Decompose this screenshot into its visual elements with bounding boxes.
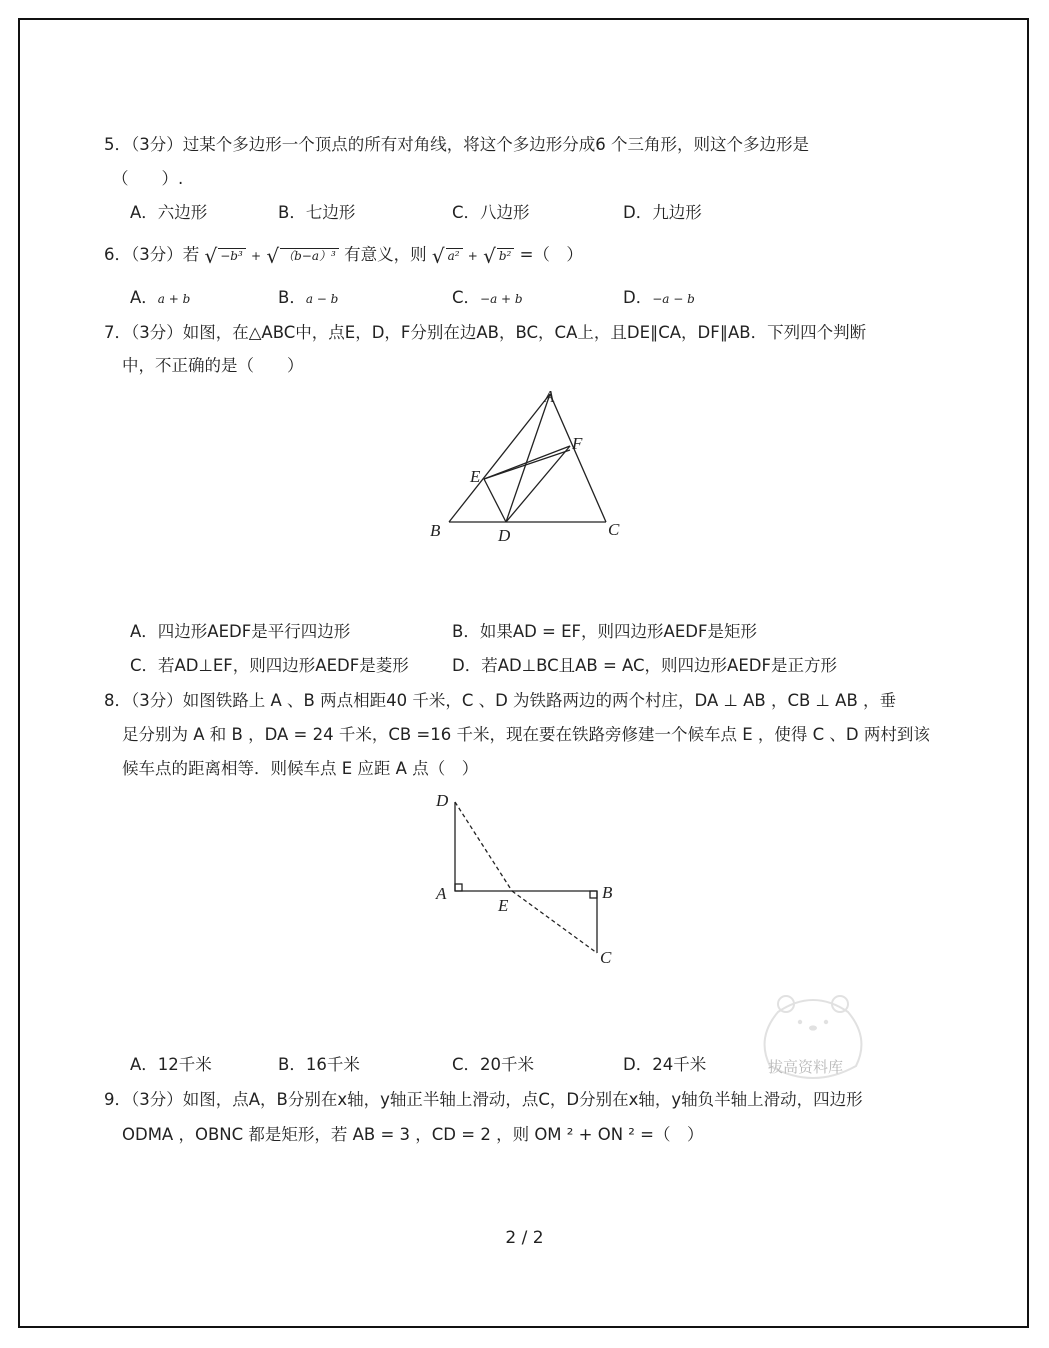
q8-option-d: D．24千米 [623,1055,707,1074]
q6-mid: 有意义，则 [344,245,427,264]
label-d: D [436,791,449,810]
segment-ec [512,891,597,953]
right-angle-a [455,884,462,891]
q6-option-c: C．−a + b [452,288,523,307]
page-number: 2 / 2 [505,1228,544,1248]
q6-plus-2: + [467,249,478,263]
q6-suffix: =（ ） [519,245,583,264]
segment-ad [506,394,550,522]
q6-radicand-2: （b−a）³ [280,248,339,264]
label-f: F [572,434,583,453]
q6-plus: + [251,249,262,263]
q6-stem [104,244,583,267]
segment-ab [449,394,550,522]
segment-ef-2 [484,450,570,479]
q8-railway-figure [430,790,630,970]
label-b: B [430,521,441,540]
segment-ac [550,394,606,522]
q7-option-b: B．如果AD = EF，则四边形AEDF是矩形 [452,622,757,641]
sqrt-icon: √ [431,244,445,268]
label-b: B [602,883,613,902]
label-c: C [600,948,612,967]
q8-option-c: C．20千米 [452,1055,535,1074]
q8-option-a: A．12千米 [130,1055,212,1074]
right-angle-b [590,891,597,898]
label-c: C [608,520,620,539]
q8-stem-line2: 足分别为 A 和 B ，DA = 24 千米，CB =16 千米，现在要在铁路旁修建一个候车点 E ，使得 C 、D 两村到该 [122,725,930,744]
q5-option-d: D．九边形 [623,203,702,222]
q7-triangle-figure [420,380,640,550]
segment-de [484,479,506,522]
q5-stem-line2: （ ）. [112,169,184,188]
q7-option-c: C．若AD⊥EF，则四边形AEDF是菱形 [130,656,409,675]
q6-radicand-1: −b³ [218,248,246,264]
q6-radicand-3: a² [446,248,463,264]
label-e: E [498,896,509,915]
q6-option-d: D．−a − b [623,288,695,307]
q8-stem-line3: 候车点的距离相等．则候车点 E 应距 A 点（ ） [122,759,479,778]
q6-option-a: A．a + b [130,288,191,307]
q5-option-a: A．六边形 [130,203,208,222]
q6-radicand-4: b² [497,248,515,264]
q8-option-b: B．16千米 [278,1055,360,1074]
sqrt-icon: √ [483,244,496,268]
q7-stem-line1: 7．（3分）如图，在△ABC中，点E，D，F分别在边AB，BC，CA上，且DE∥CA，DF∥AB．下列四个判断 [104,323,867,342]
label-a: A [436,884,447,903]
q5-option-b: B．七边形 [278,203,356,222]
q5-option-c: C．八边形 [452,203,530,222]
watermark-text: 拔高资料库 [768,1058,844,1076]
label-a: A [544,387,555,406]
sqrt-icon: √ [266,244,280,268]
q9-stem-line1: 9．（3分）如图，点A，B分别在x轴，y轴正半轴上滑动，点C，D分别在x轴，y轴负半轴上滑动，四边形 [104,1090,863,1109]
q9-stem-line2: ODMA ，OBNC 都是矩形，若 AB = 3 ，CD = 2 ，则 OM ² + ON ² =（ ） [122,1125,704,1144]
sqrt-icon: √ [204,244,218,268]
q6-prefix: 6．（3分）若 [104,245,200,264]
q7-option-d: D．若AD⊥BC且AB = AC，则四边形AEDF是正方形 [452,656,837,675]
segment-df [506,446,570,522]
q7-stem-line2: 中，不正确的是（ ） [122,356,304,375]
q7-option-a: A．四边形AEDF是平行四边形 [130,622,351,641]
q5-stem-line1: 5．（3分）过某个多边形一个顶点的所有对角线，将这个多边形分成6 个三角形，则这个多边形是 [104,135,809,154]
segment-de [455,802,512,891]
q6-option-b: B．a − b [278,288,339,307]
q8-stem-line1: 8．（3分）如图铁路上 A 、B 两点相距40 千米，C 、D 为铁路两边的两个村庄，DA ⊥ AB ，CB ⊥ AB ，垂 [104,691,897,710]
label-e: E [470,467,481,486]
label-d: D [498,526,511,545]
